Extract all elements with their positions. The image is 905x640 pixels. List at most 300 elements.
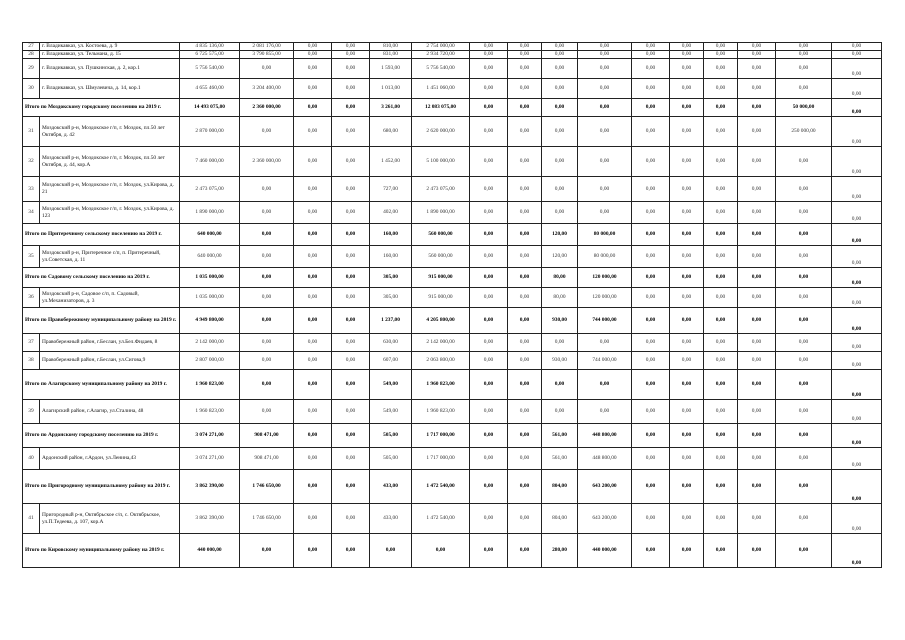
value-cell: 0,00 [670, 177, 704, 202]
value-cell: 0,00 [776, 177, 832, 202]
value-cell: 0,00 [370, 534, 412, 568]
value-cell: 1 237,00 [370, 308, 412, 334]
value-cell: 0,00 [294, 79, 332, 99]
value-cell: 0,00 [294, 370, 332, 400]
value-cell: 280,00 [542, 534, 578, 568]
value-cell: 0,00 [632, 334, 670, 352]
value-cell: 0,00 [738, 400, 776, 424]
table-row [23, 59, 882, 79]
row-number: 30 [23, 79, 40, 99]
value-cell: 0,00 [578, 147, 632, 177]
value-cell: 0,00 [832, 246, 882, 268]
value-cell: 0,00 [332, 79, 370, 99]
value-cell: 804,00 [542, 470, 578, 504]
value-cell: 0,00 [508, 448, 542, 470]
value-cell: 0,00 [704, 470, 738, 504]
value-cell: 1 960 823,00 [180, 400, 240, 424]
value-cell: 0,00 [294, 268, 332, 288]
value-cell: 0,00 [470, 117, 508, 147]
value-cell: 0,00 [470, 268, 508, 288]
value-cell: 0,00 [832, 288, 882, 308]
value-cell: 0,00 [704, 400, 738, 424]
value-cell: 0,00 [632, 352, 670, 370]
value-cell: 0,00 [670, 43, 704, 51]
table-row [23, 504, 882, 534]
address-cell: г. Владикавказ, ул. Костоева, д. 9 [40, 43, 180, 51]
value-cell: 0,00 [508, 504, 542, 534]
address-cell: Правобережный район, г.Беслан, ул.Бел.Фидаев, 8 [40, 334, 180, 352]
table-row [23, 177, 882, 202]
value-cell: 14 493 075,00 [180, 99, 240, 117]
value-cell: 0,00 [738, 51, 776, 59]
value-cell: 810,00 [370, 43, 412, 51]
value-cell: 12 083 075,00 [412, 99, 470, 117]
value-cell: 915 000,00 [412, 268, 470, 288]
value-cell: 0,00 [294, 51, 332, 59]
value-cell: 0,00 [332, 224, 370, 246]
value-cell: 2 081 176,00 [240, 43, 294, 51]
value-cell: 1 890 000,00 [180, 202, 240, 224]
value-cell: 0,00 [738, 246, 776, 268]
row-number: 37 [23, 334, 40, 352]
value-cell: 0,00 [578, 400, 632, 424]
value-cell: 1 472 540,00 [412, 504, 470, 534]
value-cell: 0,00 [832, 424, 882, 448]
value-cell: 744 000,00 [578, 308, 632, 334]
subtotal-label: Итого по Моздокскому городскому поселению на 2019 г. [23, 99, 180, 117]
value-cell: 0,00 [470, 59, 508, 79]
value-cell: 0,00 [670, 51, 704, 59]
value-cell: 0,00 [240, 534, 294, 568]
value-cell: 0,00 [332, 308, 370, 334]
value-cell: 1 013,00 [370, 79, 412, 99]
value-cell: 0,00 [738, 99, 776, 117]
value-cell: 0,00 [632, 79, 670, 99]
value-cell: 0,00 [508, 177, 542, 202]
value-cell: 643 200,00 [578, 470, 632, 504]
value-cell: 0,00 [704, 59, 738, 79]
value-cell: 0,00 [294, 202, 332, 224]
value-cell: 0,00 [832, 51, 882, 59]
value-cell: 0,00 [294, 400, 332, 424]
value-cell: 0,00 [670, 534, 704, 568]
value-cell: 0,00 [542, 59, 578, 79]
address-cell: Моздокский р-н, Моздокское г/п, г. Моздок, пл.50 лет Октября, д. 42 [40, 117, 180, 147]
value-cell: 0,00 [832, 308, 882, 334]
value-cell: 0,00 [294, 99, 332, 117]
value-cell: 560 000,00 [412, 224, 470, 246]
value-cell: 0,00 [294, 334, 332, 352]
value-cell: 0,00 [704, 51, 738, 59]
value-cell: 0,00 [670, 504, 704, 534]
address-cell: г. Владикавказ, ул. Тельмана, д. 15 [40, 51, 180, 59]
value-cell: 0,00 [776, 352, 832, 370]
value-cell: 0,00 [508, 224, 542, 246]
value-cell: 0,00 [704, 147, 738, 177]
value-cell: 80,00 [542, 288, 578, 308]
value-cell: 2 063 800,00 [412, 352, 470, 370]
address-cell: Моздокский р-н, Моздокское г/п, г. Моздок, ул.Кирова, д. 21 [40, 177, 180, 202]
value-cell: 0,00 [240, 59, 294, 79]
value-cell: 0,00 [542, 51, 578, 59]
value-cell: 804,00 [542, 504, 578, 534]
value-cell: 0,00 [738, 147, 776, 177]
row-number: 36 [23, 288, 40, 308]
value-cell: 0,00 [294, 224, 332, 246]
value-cell: 0,00 [294, 424, 332, 448]
value-cell: 1 960 823,00 [412, 400, 470, 424]
value-cell: 0,00 [240, 308, 294, 334]
value-cell: 2 807 000,00 [180, 352, 240, 370]
value-cell: 0,00 [670, 147, 704, 177]
value-cell: 0,00 [508, 79, 542, 99]
value-cell: 0,00 [704, 43, 738, 51]
row-number: 39 [23, 400, 40, 424]
value-cell: 0,00 [294, 448, 332, 470]
value-cell: 0,00 [508, 246, 542, 268]
subtotal-label: Итого по Садовому сельскому поселению на 2019 г. [23, 268, 180, 288]
value-cell: 1 035 000,00 [180, 288, 240, 308]
value-cell: 0,00 [632, 268, 670, 288]
value-cell: 0,00 [776, 43, 832, 51]
subtotal-label: Итого по Притеречному сельскому поселению на 2019 г. [23, 224, 180, 246]
value-cell: 0,00 [738, 59, 776, 79]
value-cell: 0,00 [704, 268, 738, 288]
value-cell: 0,00 [578, 202, 632, 224]
value-cell: 0,00 [240, 268, 294, 288]
value-cell: 0,00 [776, 370, 832, 400]
value-cell: 561,00 [542, 448, 578, 470]
subtotal-row [23, 424, 882, 448]
value-cell: 0,00 [738, 504, 776, 534]
value-cell: 560 000,00 [412, 246, 470, 268]
value-cell: 0,00 [738, 470, 776, 504]
value-cell: 0,00 [508, 400, 542, 424]
value-cell: 0,00 [470, 424, 508, 448]
value-cell: 6 725 575,00 [180, 51, 240, 59]
value-cell: 0,00 [704, 448, 738, 470]
budget-table-sheet [22, 42, 882, 568]
value-cell: 160,00 [370, 224, 412, 246]
value-cell: 630,00 [370, 334, 412, 352]
value-cell: 0,00 [670, 268, 704, 288]
row-number: 32 [23, 147, 40, 177]
value-cell: 0,00 [294, 147, 332, 177]
value-cell: 120,00 [542, 224, 578, 246]
value-cell: 0,00 [294, 117, 332, 147]
value-cell: 0,00 [508, 424, 542, 448]
value-cell: 0,00 [508, 59, 542, 79]
value-cell: 0,00 [632, 224, 670, 246]
value-cell: 0,00 [704, 202, 738, 224]
value-cell: 0,00 [776, 51, 832, 59]
subtotal-label: Итого по Пригородному муниципальному району на 2019 г. [23, 470, 180, 504]
value-cell: 640 000,00 [180, 246, 240, 268]
table-row [23, 334, 882, 352]
value-cell: 0,00 [332, 43, 370, 51]
value-cell: 1 035 000,00 [180, 268, 240, 288]
table-row [23, 202, 882, 224]
value-cell: 0,00 [470, 246, 508, 268]
value-cell: 0,00 [508, 147, 542, 177]
value-cell: 0,00 [776, 448, 832, 470]
value-cell: 250 000,00 [776, 117, 832, 147]
value-cell: 0,00 [670, 99, 704, 117]
value-cell: 0,00 [632, 51, 670, 59]
value-cell: 0,00 [832, 400, 882, 424]
value-cell: 0,00 [508, 370, 542, 400]
subtotal-label: Итого по Правобережному муниципальному району на 2019 г. [23, 308, 180, 334]
subtotal-label: Итого по Ардонскому городскому поселению на 2019 г. [23, 424, 180, 448]
value-cell: 0,00 [738, 534, 776, 568]
subtotal-row [23, 308, 882, 334]
value-cell: 0,00 [332, 534, 370, 568]
value-cell: 0,00 [508, 308, 542, 334]
value-cell: 0,00 [470, 400, 508, 424]
value-cell: 0,00 [738, 79, 776, 99]
value-cell: 0,00 [832, 59, 882, 79]
value-cell: 0,00 [832, 99, 882, 117]
value-cell: 0,00 [332, 470, 370, 504]
value-cell: 3 074 271,00 [180, 424, 240, 448]
value-cell: 1 472 540,00 [412, 470, 470, 504]
value-cell: 0,00 [670, 400, 704, 424]
value-cell: 448 800,00 [578, 424, 632, 448]
value-cell: 0,00 [470, 352, 508, 370]
value-cell: 0,00 [632, 43, 670, 51]
value-cell: 5 756 540,00 [412, 59, 470, 79]
value-cell: 0,00 [240, 400, 294, 424]
value-cell: 0,00 [832, 504, 882, 534]
value-cell: 0,00 [332, 504, 370, 534]
value-cell: 0,00 [832, 79, 882, 99]
value-cell: 0,00 [470, 448, 508, 470]
subtotal-row [23, 99, 882, 117]
table-row [23, 79, 882, 99]
value-cell: 440 000,00 [180, 534, 240, 568]
value-cell: 0,00 [332, 448, 370, 470]
value-cell: 0,00 [508, 352, 542, 370]
value-cell: 0,00 [578, 117, 632, 147]
value-cell: 0,00 [332, 99, 370, 117]
value-cell: 4 949 800,00 [180, 308, 240, 334]
value-cell: 5 756 540,00 [180, 59, 240, 79]
value-cell: 0,00 [738, 308, 776, 334]
value-cell: 0,00 [412, 534, 470, 568]
row-number: 40 [23, 448, 40, 470]
value-cell: 0,00 [738, 288, 776, 308]
value-cell: 0,00 [670, 334, 704, 352]
value-cell: 0,00 [670, 308, 704, 334]
value-cell: 0,00 [704, 352, 738, 370]
value-cell: 0,00 [578, 177, 632, 202]
value-cell: 0,00 [470, 147, 508, 177]
value-cell: 3 790 855,00 [240, 51, 294, 59]
value-cell: 0,00 [240, 224, 294, 246]
value-cell: 680,00 [370, 117, 412, 147]
subtotal-label: Итого по Кировскому муниципальному району на 2019 г. [23, 534, 180, 568]
value-cell: 0,00 [832, 43, 882, 51]
value-cell: 0,00 [508, 117, 542, 147]
value-cell: 0,00 [704, 504, 738, 534]
row-number: 29 [23, 59, 40, 79]
row-number: 33 [23, 177, 40, 202]
value-cell: 0,00 [832, 534, 882, 568]
value-cell: 0,00 [738, 43, 776, 51]
value-cell: 0,00 [670, 224, 704, 246]
address-cell: г. Владикавказ, ул. Пушкинская, д. 2, кор.1 [40, 59, 180, 79]
value-cell: 0,00 [470, 79, 508, 99]
value-cell: 0,00 [704, 424, 738, 448]
subtotal-row [23, 268, 882, 288]
value-cell: 0,00 [240, 334, 294, 352]
value-cell: 0,00 [294, 177, 332, 202]
value-cell: 505,00 [370, 424, 412, 448]
value-cell: 0,00 [294, 352, 332, 370]
value-cell: 2 934 720,00 [412, 51, 470, 59]
value-cell: 4 835 136,00 [180, 43, 240, 51]
value-cell: 0,00 [470, 470, 508, 504]
value-cell: 0,00 [508, 51, 542, 59]
value-cell: 0,00 [508, 43, 542, 51]
value-cell: 433,00 [370, 504, 412, 534]
value-cell: 0,00 [738, 370, 776, 400]
value-cell: 549,00 [370, 370, 412, 400]
value-cell: 0,00 [470, 370, 508, 400]
address-cell: Ардонский район, г.Ардон, ул.Ленина,43 [40, 448, 180, 470]
value-cell: 0,00 [738, 177, 776, 202]
value-cell: 0,00 [632, 370, 670, 400]
row-number: 27 [23, 43, 40, 51]
value-cell: 0,00 [542, 202, 578, 224]
value-cell: 0,00 [738, 352, 776, 370]
value-cell: 1 593,00 [370, 59, 412, 79]
value-cell: 160,00 [370, 246, 412, 268]
value-cell: 0,00 [332, 246, 370, 268]
row-number: 41 [23, 504, 40, 534]
value-cell: 4 655 460,00 [180, 79, 240, 99]
value-cell: 0,00 [240, 177, 294, 202]
value-cell: 0,00 [542, 147, 578, 177]
value-cell: 0,00 [470, 504, 508, 534]
value-cell: 0,00 [832, 268, 882, 288]
value-cell: 0,00 [776, 246, 832, 268]
value-cell: 0,00 [332, 268, 370, 288]
value-cell: 120,00 [542, 246, 578, 268]
value-cell: 2 360 000,00 [240, 99, 294, 117]
value-cell: 643 200,00 [578, 504, 632, 534]
value-cell: 0,00 [832, 224, 882, 246]
value-cell: 0,00 [240, 370, 294, 400]
value-cell: 0,00 [704, 246, 738, 268]
budget-table-body [23, 43, 882, 568]
value-cell: 0,00 [578, 370, 632, 400]
value-cell: 0,00 [776, 504, 832, 534]
value-cell: 2 870 000,00 [180, 117, 240, 147]
value-cell: 1 717 000,00 [412, 448, 470, 470]
budget-table [22, 42, 882, 568]
value-cell: 0,00 [776, 224, 832, 246]
value-cell: 0,00 [332, 334, 370, 352]
value-cell: 0,00 [776, 79, 832, 99]
value-cell: 0,00 [632, 448, 670, 470]
value-cell: 0,00 [332, 51, 370, 59]
value-cell: 0,00 [240, 288, 294, 308]
value-cell: 0,00 [332, 424, 370, 448]
value-cell: 0,00 [704, 177, 738, 202]
subtotal-row [23, 470, 882, 504]
row-number: 31 [23, 117, 40, 147]
value-cell: 0,00 [508, 202, 542, 224]
value-cell: 0,00 [776, 424, 832, 448]
value-cell: 0,00 [470, 308, 508, 334]
value-cell: 440 000,00 [578, 534, 632, 568]
value-cell: 0,00 [632, 99, 670, 117]
value-cell: 0,00 [832, 470, 882, 504]
value-cell: 0,00 [632, 177, 670, 202]
value-cell: 305,00 [370, 268, 412, 288]
value-cell: 0,00 [470, 43, 508, 51]
value-cell: 0,00 [578, 79, 632, 99]
value-cell: 0,00 [508, 534, 542, 568]
value-cell: 640 000,00 [180, 224, 240, 246]
value-cell: 0,00 [332, 177, 370, 202]
value-cell: 0,00 [332, 117, 370, 147]
value-cell: 0,00 [704, 370, 738, 400]
table-row [23, 51, 882, 59]
value-cell: 433,00 [370, 470, 412, 504]
value-cell: 0,00 [670, 470, 704, 504]
value-cell: 0,00 [508, 470, 542, 504]
table-row [23, 147, 882, 177]
value-cell: 930,00 [542, 352, 578, 370]
value-cell: 0,00 [776, 334, 832, 352]
value-cell: 0,00 [704, 224, 738, 246]
address-cell: г. Владикавказ, ул. Шмулевича, д. 14, кор.1 [40, 79, 180, 99]
value-cell: 0,00 [670, 424, 704, 448]
value-cell: 80 000,00 [578, 246, 632, 268]
value-cell: 0,00 [670, 79, 704, 99]
value-cell: 0,00 [578, 59, 632, 79]
value-cell: 0,00 [704, 99, 738, 117]
value-cell: 1 746 650,00 [240, 504, 294, 534]
address-cell: Моздокский р-н, Садовое с/п, п. Садовый, ул.Механизаторов, д. 3 [40, 288, 180, 308]
value-cell: 0,00 [704, 79, 738, 99]
value-cell: 448 800,00 [578, 448, 632, 470]
address-cell: Моздокский р-н, Моздокское г/п, г. Моздок, пл.50 лет Октября, д. 44, кор.А [40, 147, 180, 177]
value-cell: 727,00 [370, 177, 412, 202]
value-cell: 0,00 [704, 534, 738, 568]
value-cell: 2 754 000,00 [412, 43, 470, 51]
value-cell: 0,00 [832, 147, 882, 177]
value-cell: 1 746 650,00 [240, 470, 294, 504]
value-cell: 2 142 000,00 [180, 334, 240, 352]
value-cell: 0,00 [632, 470, 670, 504]
value-cell: 0,00 [738, 424, 776, 448]
value-cell: 0,00 [240, 246, 294, 268]
value-cell: 0,00 [332, 147, 370, 177]
subtotal-label: Итого по Алагирскому муниципальному району на 2019 г. [23, 370, 180, 400]
value-cell: 607,00 [370, 352, 412, 370]
value-cell: 7 460 000,00 [180, 147, 240, 177]
value-cell: 0,00 [542, 370, 578, 400]
address-cell: Пригородный р-н, Октябрьское с/п, с. Октябрьское, ул.П.Тедеева, д. 107, кор.А [40, 504, 180, 534]
value-cell: 0,00 [776, 268, 832, 288]
value-cell: 0,00 [704, 288, 738, 308]
row-number: 38 [23, 352, 40, 370]
value-cell: 0,00 [470, 534, 508, 568]
table-row [23, 400, 882, 424]
